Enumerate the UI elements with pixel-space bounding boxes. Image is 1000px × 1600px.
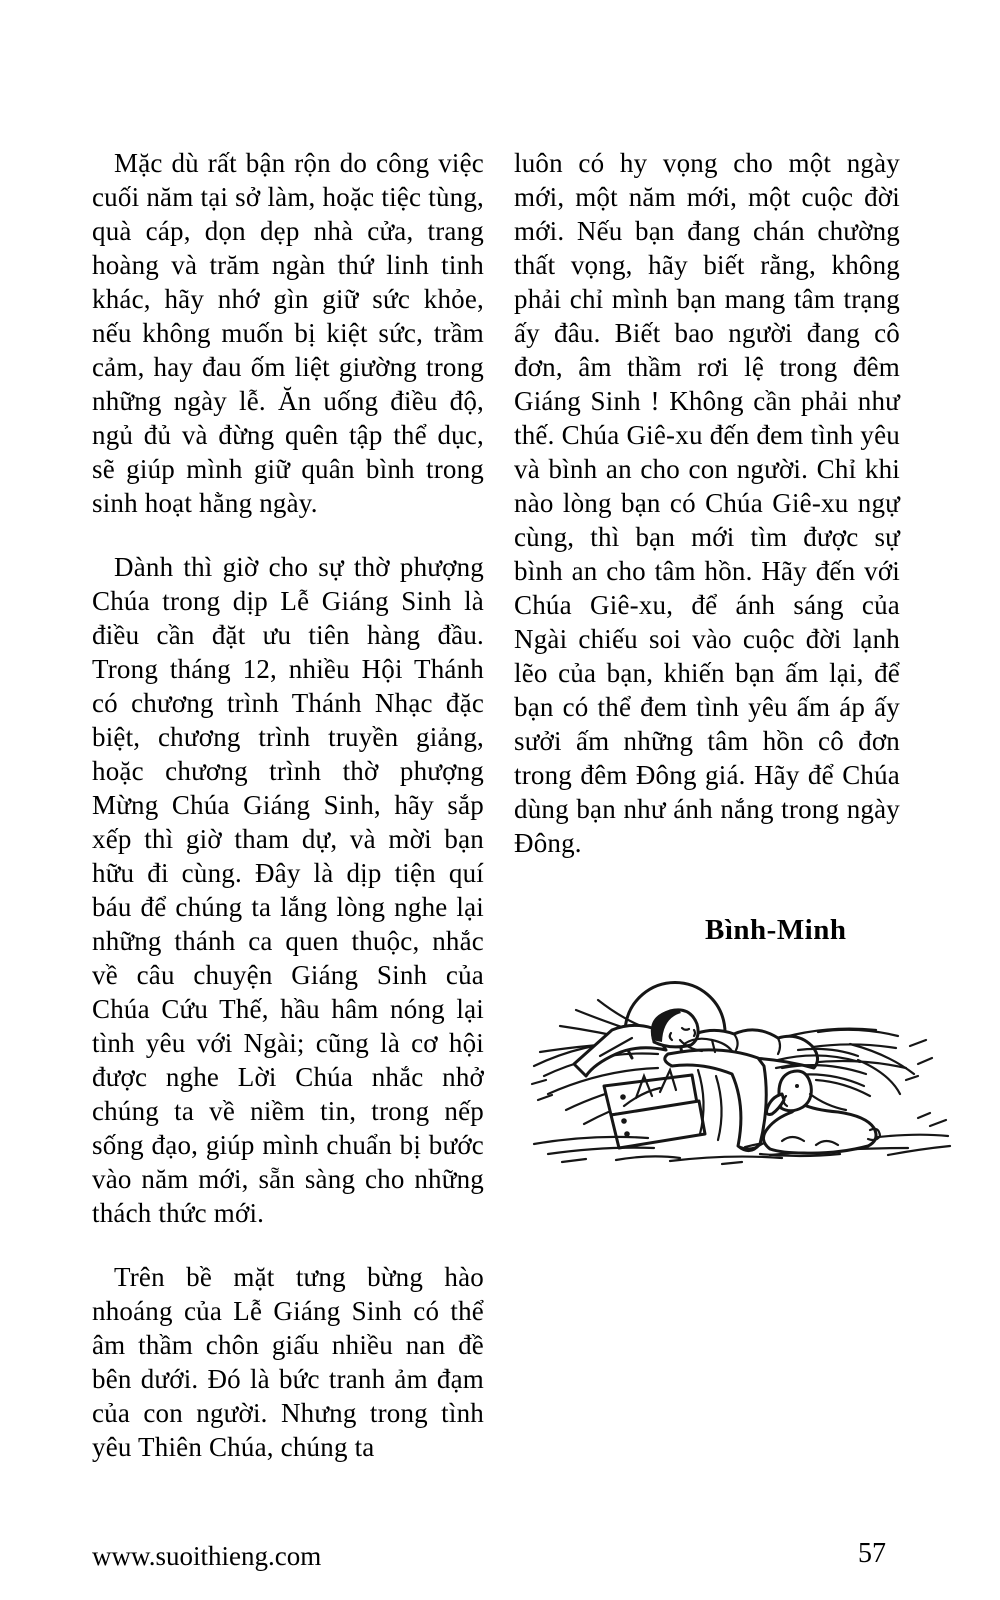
left-column bbox=[92, 146, 484, 1494]
nativity-manger-illustration bbox=[520, 948, 960, 1170]
page-number: 57 bbox=[858, 1538, 886, 1569]
paragraph-2: Dành thì giờ cho sự thờ phượng Chúa trong dịp Lễ Giáng Sinh là điều cần đặt ưu tiên hàng đầu. Trong tháng 12, nhiều Hội Thánh có chương trình Thánh Nhạc đặc biệt, chương trình truyền giảng, hoặc chương trình thờ phượng Mừng Chúa Giáng Sinh, hãy sắp xếp thì giờ tham dự, và mời bạn hữu đi cùng. Đây là dịp tiện quí báu để chúng ta lắng lòng nghe lại những thánh ca quen thuộc, nhắc về câu chuyện Giáng Sinh của Chúa Cứu Thế, hầu hâm nóng lại tình yêu với Ngài; cũng là cơ hội được nghe Lời Chúa nhắc nhở chúng ta về niềm tin, trong nếp sống đạo, giúp mình chuẩn bị bước vào năm mới, sẵn sàng cho những thách thức mới. bbox=[92, 552, 484, 1228]
paragraph-1: Mặc dù rất bận rộn do công việc cuối năm tại sở làm, hoặc tiệc tùng, quà cáp, dọn dẹp nhà cửa, trang hoàng và trăm ngàn thứ linh tinh khác, hãy nhớ gìn giữ sức khỏe, nếu không muốn bị kiệt sức, trầm cảm, hay đau ốm liệt giường trong những ngày lễ. Ăn uống điều độ, ngủ đủ và đừng quên tập thể dục, sẽ giúp mình giữ quân bình trong sinh hoạt hằng ngày. bbox=[92, 148, 484, 518]
lamb bbox=[763, 1071, 880, 1153]
footer-website: www.suoithieng.com bbox=[92, 1541, 322, 1571]
right-column bbox=[514, 146, 900, 890]
author-signature: Bình-Minh bbox=[705, 914, 847, 946]
paragraph-4: luôn có hy vọng cho một ngày mới, một năm mới, một cuộc đời mới. Nếu bạn đang chán chường thất vọng, hãy biết rằng, không phải chỉ mình bạn mang tâm trạng ấy đâu. Biết bao người đang cô đơn, âm thầm rơi lệ trong đêm Giáng Sinh ! Không cần phải như thế. Chúa Giê-xu đến đem tình yêu và bình an cho con người. Chỉ khi nào lòng bạn có Chúa Giê-xu ngự cùng, thì bạn mới tìm được sự bình an cho tâm hồn. Hãy đến với Chúa Giê-xu, để ánh sáng của Ngài chiếu soi vào cuộc đời lạnh lẽo của bạn, khiến bạn ấm lại, để bạn có thể đem tình yêu ấm áp ấy sưởi ấm những tâm hồn cô đơn trong đêm Đông giá. Hãy để Chúa dùng bạn như ánh nắng trong ngày Đông. bbox=[514, 148, 900, 858]
paragraph-3: Trên bề mặt tưng bừng hào nhoáng của Lễ Giáng Sinh có thể âm thầm chôn giấu nhiều nan đề bên dưới. Đó là bức tranh ảm đạm của con người. Nhưng trong tình yêu Thiên Chúa, chúng ta bbox=[92, 1262, 484, 1462]
